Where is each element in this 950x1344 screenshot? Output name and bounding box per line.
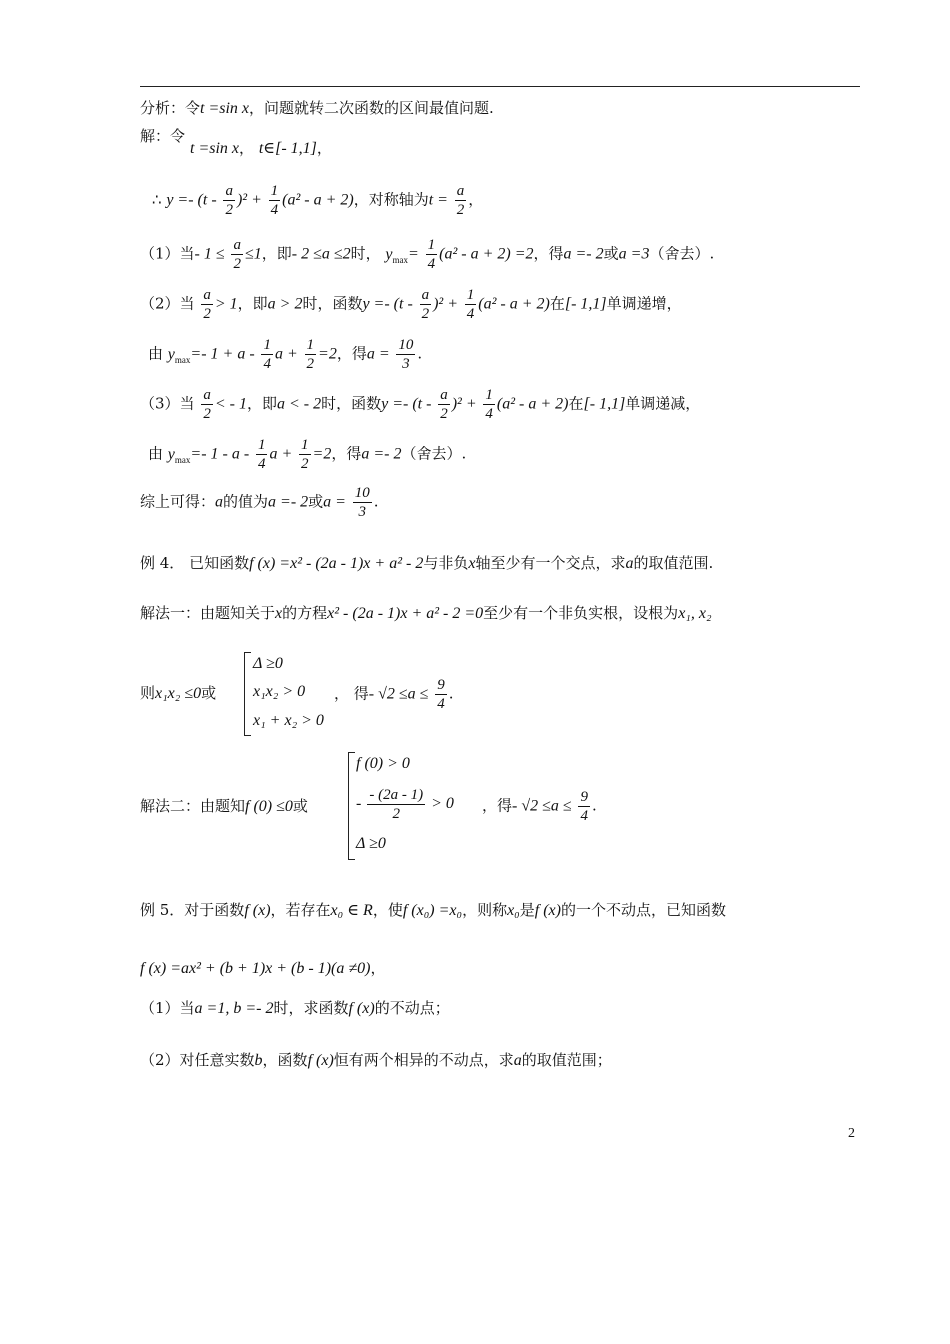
text: 例 4． 已知函数 [140,554,250,572]
text: ，即 [246,394,277,413]
math: )² + [433,295,458,313]
case2-line [140,286,682,323]
case-brace [348,752,355,860]
math: f (x) [534,902,561,919]
text: 或 [201,684,217,702]
text: 时，函数 [321,394,382,413]
punct: ， [468,190,484,209]
text: 由 [148,344,164,363]
math: (a² - a + 2) =2 [439,245,534,263]
text: 或 [603,244,619,263]
text: ，即 [237,294,268,313]
example5-q2-line [140,1050,612,1071]
text: （2）对任意实数 [140,1051,255,1069]
math: = [408,245,419,263]
solution-intro-line [140,126,185,146]
math: =2 [318,345,337,363]
case2b-line [148,336,422,373]
text: 或 [292,797,308,815]
case2-label: （2）当 [140,294,195,313]
math: - √2 ≤a ≤ [368,685,429,703]
math: f (x) [348,1000,375,1017]
math: f (x) =x² - (2a - 1)x + a² - 2 [249,555,424,572]
example4-solution1b-line [140,683,216,704]
math: f (x) [244,902,271,919]
text: ，函数 [262,1051,308,1069]
analysis-prefix: 分析：令 [140,99,201,117]
case3b-line [148,436,466,473]
math: b [254,1052,263,1069]
text: 轴至少有一个交点，求 [475,554,626,572]
fraction: $\frac{1}{2}$ [306,337,315,372]
fraction: $\frac{10}{3}$ [354,485,370,520]
text: 至少有一个非负实根，设根为 [483,604,679,622]
math: - 2 ≤a ≤2 [291,245,351,263]
math: f (0) ≤0 [245,798,293,815]
solution-intro-math [190,138,332,159]
text: 与非负 [423,554,469,572]
math: x₁, x₂ [678,605,712,622]
ymax: $y_{max}$ [167,445,191,465]
fraction: $\frac{9}{4}$ [437,677,445,712]
text: 综上可得： [140,492,216,511]
math: a [625,555,634,572]
math: x₀ [507,902,520,919]
text: . [417,344,423,363]
case-condition: Δ ≥0 [356,835,386,852]
solution-prefix: 解：令 [140,127,186,145]
math: y =- (t - [362,295,413,313]
math: a + [274,345,298,363]
text: 或 [308,492,324,511]
text: 例 5．对于函数 [140,901,245,919]
example4-line [140,553,713,574]
fraction: $\frac{1}{4}$ [263,337,271,372]
case1-label: （1）当 [140,244,195,263]
text: 时， [350,244,381,263]
header-rule [140,86,860,87]
math: (a² - a + 2) [478,295,550,313]
math: a [215,493,224,511]
y-rhs: (a² - a + 2) [282,191,354,209]
math: [- 1,1] [564,295,607,313]
fraction: $\frac{9}{4}$ [580,789,588,824]
y-lhs: y =- (t - [166,191,217,209]
fraction: $\frac{1}{4}$ [257,437,266,472]
text: ，得 [482,796,513,815]
case-brace [244,652,251,736]
math: a =3 [618,245,650,263]
case1-line [140,236,714,273]
case-condition: Δ ≥0 [253,655,283,672]
separator: ， [316,139,332,157]
math: a =- 2 [563,245,604,263]
ymax: $y_{max}$ [385,245,409,265]
math: > 1 [214,295,238,313]
fraction: $\frac{1}{4}$ [466,287,475,322]
text: . [373,492,379,511]
text: 的取值范围. [633,554,714,572]
math: x₀ ∈ R [330,902,373,919]
example4-solution1-result [334,676,454,713]
math: x² - (2a - 1)x + a² - 2 =0 [327,605,484,622]
page-number: 2 [848,1126,855,1141]
fraction: $\frac{a}{2}$ [456,183,465,218]
text: 是 [519,901,535,919]
fraction: $\frac{a}{2}$ [440,387,448,422]
text: 则 [140,684,156,702]
analysis-line [140,98,494,119]
analysis-substitution: t =sin x [200,100,250,117]
axis-eq: t = [428,191,448,209]
fraction: $\frac{a}{2}$ [421,287,430,322]
text: 单调递减， [625,394,701,413]
example5-q1-line [140,998,450,1019]
text: 恒有两个相异的不动点，求 [333,1051,514,1069]
text: ， 得 [334,684,369,703]
fraction: $\frac{1}{4}$ [270,183,279,218]
text: （舍去）. [401,444,467,463]
case-condition: x₁ + x₂ > 0 [253,712,324,729]
text: 的一个不动点，已知函数 [560,901,726,919]
text: 解法一：由题知关于 [140,604,276,622]
math: ≤1 [244,245,262,263]
math: =- 1 + a - [190,345,255,363]
math: a =- 2 [361,445,402,463]
example4-solution2-result [482,788,597,825]
math: a =1, b =- 2 [194,1000,274,1017]
t-range: t∈[- 1,1] [258,140,317,157]
case3-line [140,386,700,423]
fraction: $\frac{a}{2}$ [233,237,241,272]
text: ，得 [331,444,362,463]
math: [- 1,1] [583,395,626,413]
text: 单调递增， [606,294,682,313]
t-definition: t =sin x [190,140,240,157]
math: x [468,555,476,572]
text: 的取值范围； [521,1051,612,1069]
text: 解法二：由题知 [140,797,246,815]
fraction: $\frac{1}{4}$ [427,237,436,272]
math: =2 [312,445,332,463]
text: . [591,796,597,815]
fraction: $\frac{1}{2}$ [301,437,309,472]
text: ，则称 [462,901,508,919]
text: 时，函数 [302,294,363,313]
text: 的方程 [282,604,328,622]
math: x [275,605,283,622]
math: a > 2 [267,295,303,313]
fraction: $\frac{1}{4}$ [485,387,493,422]
math: a + [269,445,293,463]
case-condition: - $\frac{- (2a - 1)}{2}$ > 0 [356,787,454,822]
text: ，得 [336,344,367,363]
math: a < - 2 [276,395,322,413]
math: f (x) =ax² + (b + 1)x + (b - 1)(a ≠0) [140,960,371,977]
math: < - 1 [214,395,247,413]
fraction: $\frac{a}{2}$ [203,287,211,322]
example5-line [140,900,726,921]
case3-label: （3）当 [140,394,195,413]
math: a = [366,345,390,363]
text: ， [370,959,386,977]
math: a [513,1052,522,1069]
case-condition: f (0) > 0 [356,755,410,772]
ymax: $y_{max}$ [167,345,191,365]
summary-line [140,484,379,521]
analysis-suffix: ，问题就转二次函数的区间最值问题. [249,99,494,117]
math: (a² - a + 2) [496,395,569,413]
fraction: $\frac{a}{2}$ [225,183,233,218]
math: - √2 ≤a ≤ [512,797,572,815]
text: 由 [148,444,164,463]
y-expression-line [152,182,483,219]
fraction: $\frac{a}{2}$ [203,387,211,422]
example5-function-line [140,958,385,979]
axis-text: ，对称轴为 [353,190,429,209]
text: ，使 [372,901,403,919]
math: x₁x₂ ≤0 [155,685,202,702]
text: 在 [568,394,584,413]
example4-solution1-line [140,603,712,624]
text: 的不动点； [374,999,450,1017]
math: f (x₀) =x₀ [402,902,463,919]
math: )² + [451,395,477,413]
text: 的值为 [223,492,269,511]
text: （1）当 [140,999,195,1017]
math: f (x) [307,1052,334,1069]
text: ，若存在 [270,901,331,919]
separator: ， [239,139,255,157]
text: ，得 [533,244,564,263]
math: a =- 2 [268,493,309,511]
math: y =- (t - [381,395,432,413]
y-mid: )² + [236,191,262,209]
math: a = [323,493,346,511]
example4-solution2-line [140,796,308,817]
text: 在 [549,294,565,313]
text: ，即 [261,244,292,263]
text: （舍去）. [649,244,715,263]
text: . [448,684,454,703]
math: - 1 ≤ [194,245,225,263]
text: 时，求函数 [273,999,349,1017]
case-condition: x₁x₂ > 0 [253,683,306,700]
math: =- 1 - a - [190,445,250,463]
fraction: $\frac{10}{3}$ [398,337,414,372]
therefore-symbol: ∴ [152,190,162,209]
